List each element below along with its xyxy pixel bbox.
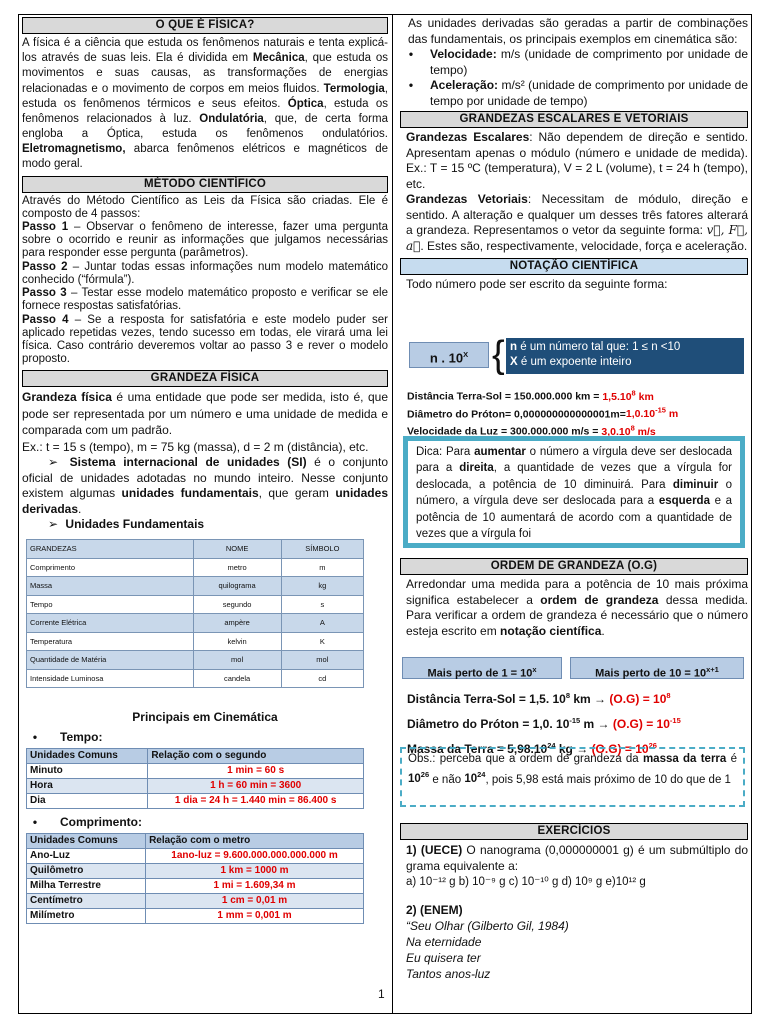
table-cell: NOME [193, 540, 281, 559]
physics-definition-paragraph: A física é a ciência que estuda os fenômenos naturais e tenta explicá-los através de suas leis. Ela é dividida em Mecânica, que estuda os movimentos e suas causas, as transformações de energias relacionadas e o movimento de corpos em meios fluidos. Termologia, estuda os fenômenos térmicos e seus efeitos. Óptica, estuda os fenômenos relacionados à luz. Ondulatória, que, de certa forma engloba a Óptica, estuda os fenômenos ondulatórios. Eletromagnetismo, abarca fenômenos elétricos e magnéticos de modo geral. [22, 37, 388, 171]
table-cell: Quantidade de Matéria [27, 651, 194, 670]
og-example-earth-sun: Distância Terra-Sol = 1,5. $10^8$ km → $(O.G) = 10^8$ [407, 691, 671, 706]
table-cell: kelvin [193, 632, 281, 651]
table-cell: 1 cm = 0,01 m [146, 893, 364, 908]
order-of-magnitude-paragraph: Arredondar uma medida para a potência de 10 mais próxima significa estabelecer a ordem de grandeza dessa medida. Para verificar a ordem de grandeza é necessário que o número esteja escrito em notação científica. [406, 577, 748, 638]
table-cell: Minuto [27, 763, 148, 778]
poem-line: Tantos anos-luz [406, 967, 491, 981]
time-units-label: • Tempo: [22, 730, 388, 746]
method-step-3: Passo 3 – Testar esse modelo matemático proposto e verificar se ele fornece respostas satisfatórias. [22, 287, 388, 313]
kinematics-title: Principais em Cinemática [132, 710, 278, 725]
section-header-scientific-notation: NOTAÇÃO CIENTÍFICA [400, 258, 748, 275]
table-cell: 1 mm = 0,001 m [146, 908, 364, 923]
table-cell: m [281, 558, 363, 577]
table-cell: Unidades Comuns [27, 748, 148, 763]
table-cell: mol [281, 651, 363, 670]
quantity-definition: Grandeza física é uma entidade que pode ser medida, isto é, que pode ser representada por um número e uma unidade de medida e comparada com um padrão. [22, 390, 388, 438]
table-row [27, 863, 364, 878]
poem-line: Na eternidade [406, 935, 482, 949]
order-of-magnitude-section [400, 557, 748, 639]
arrow-bullet-icon: ➢ [48, 517, 59, 532]
table-cell: Milha Terrestre [27, 878, 146, 893]
table-cell: Quilômetro [27, 863, 146, 878]
table-cell: Temperatura [27, 632, 194, 651]
fundamental-units-label: ➢ Unidades Fundamentais [48, 517, 205, 532]
right-column [400, 16, 748, 293]
table-cell: Dia [27, 793, 148, 808]
table-row [27, 595, 364, 614]
method-intro: Através do Método Científico as Leis da Física são criadas. Ele é composto de 4 passos: [22, 194, 388, 220]
table-row [27, 651, 364, 670]
table-row [27, 793, 364, 808]
og-example-proton: Diâmetro do Próton = 1,0. $10^{-15}$ $m \to (O.G) = 10^{-15}$ [407, 716, 681, 731]
bullet-icon: • [408, 47, 414, 61]
derived-unit-acceleration: • Aceleração: m/s² (unidade de comprimento por unidade de tempo por unidade de tempo) [400, 78, 748, 109]
bullet-icon: • [408, 78, 414, 92]
scalar-quantities-paragraph: Grandezas Escalares: Não dependem de direção e sentido. Apresentam apenas o módulo (número e unidade de medida). Ex.: T = 15 ºC (temperatura), V = 2 L (volume), t = 24 h (tempo), etc. [406, 130, 748, 191]
observation-box: Obs.: perceba que a ordem de grandeza da massa da terra é $10^{26}$ e não $10^{24}$, pois 5,98 está mais próximo de 10 do que de 1 [400, 747, 745, 807]
method-step-1: Passo 1 – Observar o fenômeno de interesse, fazer uma pergunta sobre o ocorrido e reunir as informações que julgamos necessárias para responder esse pergunta (parâmetros). [22, 220, 388, 260]
table-cell: Centímetro [27, 893, 146, 908]
table-cell: quilograma [193, 577, 281, 596]
table-row [27, 893, 364, 908]
table-row [27, 577, 364, 596]
table-cell: mol [193, 651, 281, 670]
bullet-icon: • [32, 730, 38, 745]
table-row [27, 748, 364, 763]
table-cell: Comprimento [27, 558, 194, 577]
table-cell: 1 mi = 1.609,34 m [146, 878, 364, 893]
poem-line: “Seu Olhar (Gilberto Gil, 1984) [406, 919, 569, 933]
table-cell: kg [281, 577, 363, 596]
table-cell: 1ano-luz = 9.600.000.000.000.000 m [146, 848, 364, 863]
section-header-physical-quantity: GRANDEZA FÍSICA [22, 370, 388, 387]
table-cell: Relação com o segundo [148, 748, 364, 763]
left-column [22, 16, 388, 924]
exercise-1-options: a) 10⁻¹² g b) 10⁻⁹ g c) 10⁻¹⁰ g d) 10⁹ g e)10¹² g [406, 876, 646, 888]
table-cell: 1 km = 1000 m [146, 863, 364, 878]
closer-to-ten-box: Mais perto de $10 = 10^{x+1}$ [570, 657, 744, 679]
method-step-4: Passo 4 – Se a resposta for satisfatória e este modelo puder ser aplicado repetidas vezes, tendo sucesso em todas, ele virará uma lei física. Caso contrário deveremos voltar ao passo 3 e rever o modelo proposto. [22, 313, 388, 366]
table-cell: 1 dia = 24 h = 1.440 min = 86.400 s [148, 793, 364, 808]
notation-example-proton: Diâmetro do Próton= $0,000000000000001m=1,0.10^{-15}$ m [407, 405, 679, 420]
notation-examples [407, 386, 747, 439]
table-row [27, 763, 364, 778]
quantity-examples: Ex.: t = 15 s (tempo), m = 75 kg (massa), d = 2 m (distância), etc. [22, 439, 369, 454]
table-cell: SÍMBOLO [281, 540, 363, 559]
table-cell: Hora [27, 778, 148, 793]
table-cell: Ano-Luz [27, 848, 146, 863]
exercise-1: 1) (UECE) O nanograma (0,000000001 g) é um submúltiplo do grama equivalente a: [406, 843, 749, 873]
section-header-order-of-magnitude: ORDEM DE GRANDEZA (O.G) [400, 558, 748, 575]
derived-unit-velocity: • Velocidade: m/s (unidade de comprimento por unidade de tempo) [400, 47, 748, 78]
page-number: 1 [378, 987, 385, 1001]
table-row [27, 833, 364, 848]
table-cell: candela [193, 669, 281, 688]
table-row [27, 778, 364, 793]
table-cell: Massa [27, 577, 194, 596]
si-paragraph: ➢ Sistema internacional de unidades (SI) é o conjunto oficial de unidades adotadas no mundo inteiro. Nesse conjunto existem algumas unidades fundamentais, que geram unidades derivadas. [22, 455, 388, 516]
table-cell: GRANDEZAS [27, 540, 194, 559]
exercises-section [400, 822, 748, 982]
table-cell: A [281, 614, 363, 633]
table-cell: 1 min = 60 s [148, 763, 364, 778]
section-header-what-is-physics: O QUE É FÍSICA? [22, 17, 388, 34]
bullet-icon: • [32, 814, 38, 829]
table-row [27, 558, 364, 577]
exercise-2-header: 2) (ENEM) [406, 903, 463, 917]
table-row [27, 540, 364, 559]
arrow-bullet-icon: ➢ [48, 455, 59, 470]
notation-example-light-speed: Velocidade da Luz = 300.000.000 $m/s = 3,0.10^8$ m/s [407, 423, 656, 438]
section-header-scalar-vector: GRANDEZAS ESCALARES E VETORIAIS [400, 111, 748, 128]
table-cell: Tempo [27, 595, 194, 614]
length-units-table [26, 833, 364, 924]
table-cell: segundo [193, 595, 281, 614]
table-cell: cd [281, 669, 363, 688]
table-row [27, 669, 364, 688]
table-row [27, 632, 364, 651]
exercise-2-poem [406, 918, 748, 982]
section-header-scientific-method: MÉTODO CIENTÍFICO [22, 176, 388, 193]
table-cell: s [281, 595, 363, 614]
time-units-table [26, 748, 364, 809]
table-cell: ampère [193, 614, 281, 633]
length-units-label: • Comprimento: [22, 815, 388, 831]
method-step-2: Passo 2 – Juntar todas essas informações num modelo matemático conhecido (“fórmula”). [22, 260, 388, 286]
table-row [27, 908, 364, 923]
notation-example-earth-sun: Distância Terra-Sol = 150.000.000 km = $1,5.10^8$ km [407, 388, 654, 403]
table-cell: Milímetro [27, 908, 146, 923]
table-row [27, 848, 364, 863]
poem-line: Eu quisera ter [406, 951, 481, 965]
table-cell: metro [193, 558, 281, 577]
brace-icon: { [492, 334, 505, 376]
notation-intro: Todo número pode ser escrito da seguinte forma: [406, 277, 668, 291]
column-divider [392, 14, 393, 1014]
table-row [27, 614, 364, 633]
notation-formula-box: n . $10^X$ [409, 342, 489, 368]
table-cell: 1 h = 60 min = 3600 [148, 778, 364, 793]
closer-to-one-box: Mais perto de $1 = 10^x$ [402, 657, 562, 679]
table-cell: K [281, 632, 363, 651]
vector-quantities-paragraph: Grandezas Vetoriais: Necessitam de módulo, direção e sentido. A alteração e qualquer um desses três fatores alterará a grandeza. Representamos o vetor da seguinte forma: v⃗, F⃗, a⃗. Estes são, respectivamente, velocidade, força e aceleração. [406, 192, 748, 253]
derived-units-intro: As unidades derivadas são geradas a partir de combinações das fundamentais, os principais exemplos em cinemática são: [408, 16, 748, 46]
notation-tip-box: Dica: Para aumentar o número a vírgula deve ser deslocada para a direita, a quantidade de vezes que a vírgula for deslocada, a potência de 10 diminuirá. Para diminuir o número, a vírgula deve ser deslocada para a esquerda e a potência de 10 aumentará de acordo com a quantidade de vezes que a vírgula foi [403, 436, 745, 548]
table-cell: Relação com o metro [146, 833, 364, 848]
table-cell: Intensidade Luminosa [27, 669, 194, 688]
fundamental-units-table [26, 539, 364, 688]
og-example-earth-mass: Massa da Terra = $5,98.10^{24}$ kg → $(O.G) = 10^{26}$ [407, 741, 657, 756]
section-header-exercises: EXERCÍCIOS [400, 823, 748, 840]
table-cell: Unidades Comuns [27, 833, 146, 848]
notation-definition-box: n é um número tal que: 1 ≤ n <10 X é um expoente inteiro [506, 338, 744, 374]
table-cell: Corrente Elétrica [27, 614, 194, 633]
table-row [27, 878, 364, 893]
